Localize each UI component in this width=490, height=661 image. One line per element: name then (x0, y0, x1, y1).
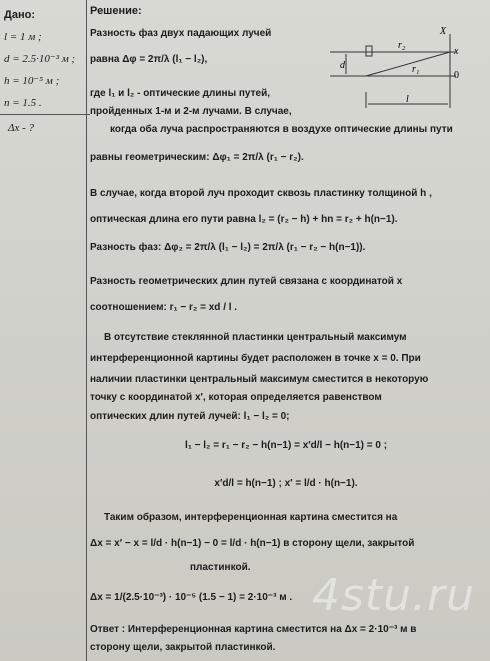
solution-line: пройденных 1-м и 2-м лучами. В случае, (90, 106, 292, 117)
optics-diagram (330, 24, 470, 110)
answer-line: сторону щели, закрытой пластинкой. (90, 642, 276, 653)
given-item: n = 1.5 . (4, 97, 42, 109)
solution-line: интерференционной картины будет расположен в точке x = 0. При (90, 353, 421, 364)
solution-line: точку с координатой x′, которая определяется равенством (90, 392, 382, 403)
solution-line: Разность фаз двух падающих лучей (90, 28, 272, 39)
column-divider (86, 0, 87, 661)
equation-line: Δx = 1/(2.5·10⁻³) · 10⁻⁵ (1.5 − 1) = 2·10⁻³ м . (90, 592, 293, 603)
solution-header: Решение: (90, 5, 142, 17)
watermark: 4stu.ru (312, 570, 476, 621)
solution-line: соотношением: r₁ − r₂ = xd / l . (90, 302, 238, 313)
solution-line: равна Δφ = 2π/λ (l₁ − l₂), (90, 54, 208, 65)
equation-line: l₁ − l₂ = r₁ − r₂ − h(n−1) = x′d/l − h(n−1) = 0 ; (184, 440, 388, 451)
solution-line: оптическая длина его пути равна l₂ = (r₂ − h) + hn = r₂ + h(n−1). (90, 214, 398, 225)
solution-line: где l₁ и l₂ - оптические длины путей, (90, 88, 270, 99)
find-label: Δx - ? (8, 122, 35, 134)
solution-line: оптических длин путей лучей: l₁ − l₂ = 0; (90, 411, 290, 422)
diagram-label: x (454, 46, 459, 57)
diagram-label: r₂ (398, 40, 406, 51)
given-section (4, 4, 84, 134)
diagram-label: l (406, 94, 409, 105)
diagram-label: r₁ (412, 64, 420, 75)
diagram-label: d (340, 60, 345, 71)
given-separator (0, 114, 90, 115)
given-header: Дано: (4, 9, 35, 21)
solution-line: пластинкой. (190, 562, 251, 573)
solution-line: равны геометрическим: Δφ₁ = 2π/λ (r₁ − r₂). (90, 152, 304, 163)
given-item: l = 1 м ; (4, 31, 42, 43)
solution-line: В отсутствие стеклянной пластинки центральный максимум (104, 332, 407, 343)
solution-line: Δx = x′ − x = l/d · h(n−1) − 0 = l/d · h(n−1) в сторону щели, закрытой (90, 538, 415, 549)
equation-line: x′d/l = h(n−1) ; x′ = l/d · h(n−1). (214, 478, 358, 489)
given-item: h = 10⁻⁵ м ; (4, 75, 60, 87)
solution-line: Разность геометрических длин путей связана с координатой x (90, 276, 403, 287)
diagram-label: X (440, 26, 447, 37)
solution-line: В случае, когда второй луч проходит сквозь пластинку толщиной h , (90, 188, 432, 199)
solution-line: когда оба луча распространяются в воздухе оптические длины пути (110, 124, 453, 135)
given-item: d = 2.5·10⁻³ м ; (4, 53, 76, 65)
answer-line: Ответ : Интерференционная картина сместится на Δx = 2·10⁻³ м в (90, 624, 417, 635)
solution-line: наличии пластинки центральный максимум сместится в некоторую (90, 374, 429, 385)
diagram-label: 0 (454, 70, 459, 81)
solution-line: Таким образом, интерференционная картина сместится на (104, 512, 398, 523)
solution-line: Разность фаз: Δφ₂ = 2π/λ (l₁ − l₂) = 2π/λ (r₁ − r₂ − h(n−1)). (90, 242, 366, 253)
